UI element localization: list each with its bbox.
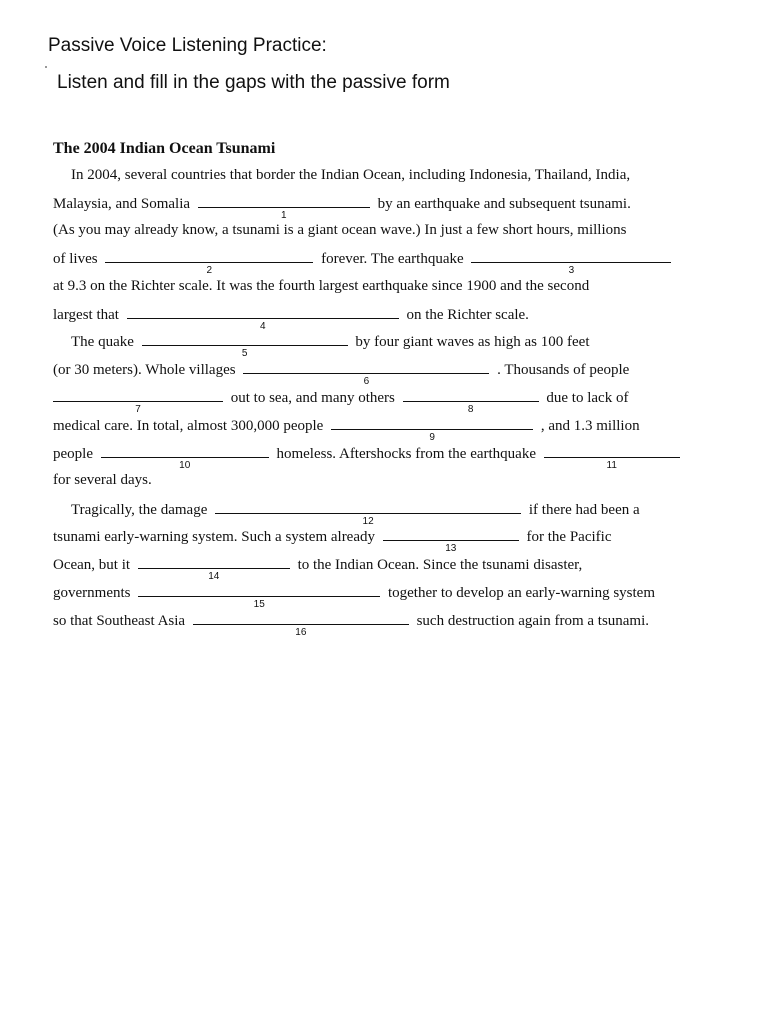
passage-text: together to develop an early-warning system	[387, 585, 655, 601]
passage-text: largest that	[53, 307, 119, 323]
answer-blank[interactable]	[243, 361, 489, 387]
blank-number: 3	[568, 265, 575, 276]
answer-blank[interactable]	[142, 333, 348, 359]
passage-text: to the Indian Ocean. Since the tsunami disaster,	[297, 557, 583, 573]
answer-blank[interactable]	[138, 584, 380, 610]
blank-number: 10	[179, 460, 191, 471]
passage-text: homeless. Aftershocks from the earthquake	[276, 446, 536, 462]
blank-number: 9	[429, 432, 435, 443]
passage-text: for the Pacific	[526, 529, 612, 545]
blank-number: 4	[259, 321, 266, 332]
answer-blank[interactable]	[101, 445, 269, 471]
passage-text: In 2004, several countries that border the Indian Ocean, including Indonesia, Thailand, India,	[71, 167, 631, 183]
passage-line	[53, 612, 650, 638]
answer-blank[interactable]	[331, 417, 533, 443]
passage-line	[53, 389, 629, 415]
passage-text: at 9.3 on the Richter scale. It was the fourth largest earthquake since 1900 and the second	[53, 278, 590, 294]
passage-text: if there had been a	[528, 502, 640, 518]
passage-text: by four giant waves as high as 100 feet	[355, 334, 590, 350]
passage-line	[53, 472, 152, 492]
passage-text: such destruction again from a tsunami.	[416, 613, 650, 629]
answer-blank[interactable]	[215, 501, 521, 527]
blank-number: 5	[241, 348, 248, 359]
passage-line	[53, 445, 684, 471]
passage-line	[71, 167, 630, 187]
passage-line	[53, 278, 589, 298]
passage-line	[53, 306, 529, 332]
passage-line	[53, 528, 612, 554]
passage-text: (or 30 meters). Whole villages	[53, 362, 236, 378]
page-title: Passive Voice Listening Practice:	[48, 35, 327, 56]
answer-blank[interactable]	[471, 250, 671, 276]
answer-blank[interactable]	[544, 445, 680, 471]
blank-number: 2	[206, 265, 213, 276]
blank-number: 1	[281, 210, 287, 221]
blank-number: 13	[445, 543, 457, 554]
blank-number: 7	[135, 404, 141, 415]
answer-blank[interactable]	[53, 389, 223, 415]
answer-blank[interactable]	[383, 528, 519, 554]
blank-number: 12	[362, 516, 374, 527]
passage-line	[53, 584, 655, 610]
stray-mark	[45, 66, 47, 68]
passage-line	[71, 501, 640, 527]
passage-line	[53, 250, 675, 276]
passage-line	[53, 195, 631, 221]
passage-text: governments	[53, 585, 131, 601]
passage-text: on the Richter scale.	[406, 307, 529, 323]
blank-number: 8	[467, 404, 474, 415]
passage-text: Malaysia, and Somalia	[53, 196, 191, 212]
passage-text: due to lack of	[546, 390, 629, 406]
blank-number: 16	[295, 627, 307, 638]
passage-text: medical care. In total, almost 300,000 people	[53, 418, 324, 434]
blank-number: 14	[208, 571, 220, 582]
passage-text: of lives	[53, 251, 98, 267]
answer-blank[interactable]	[198, 195, 370, 221]
blank-number: 15	[253, 599, 265, 610]
passage-text: Tragically, the damage	[71, 502, 208, 518]
passage-text: tsunami early-warning system. Such a system already	[53, 529, 376, 545]
passage-line	[53, 361, 630, 387]
passage-text: for several days.	[53, 472, 152, 488]
passage-text: people	[53, 446, 93, 462]
passage-text: Ocean, but it	[53, 557, 131, 573]
passage-line	[53, 222, 626, 242]
blank-number: 6	[363, 376, 370, 387]
instruction-text: Listen and fill in the gaps with the passive form	[57, 72, 450, 93]
passage-text: by an earthquake and subsequent tsunami.	[377, 196, 631, 212]
answer-blank[interactable]	[127, 306, 399, 332]
passage-text: so that Southeast Asia	[53, 613, 186, 629]
worksheet-heading: The 2004 Indian Ocean Tsunami	[53, 140, 276, 157]
passage-text: forever. The earthquake	[321, 251, 464, 267]
passage-text: The quake	[71, 334, 134, 350]
passage-line	[53, 417, 640, 443]
passage-line	[71, 333, 590, 359]
blank-number: 11	[606, 460, 617, 471]
answer-blank[interactable]	[403, 389, 539, 415]
answer-blank[interactable]	[138, 556, 290, 582]
passage-text: out to sea, and many others	[230, 390, 395, 406]
passage-text: (As you may already know, a tsunami is a giant ocean wave.) In just a few short hours, millions	[53, 222, 627, 238]
passage-line	[53, 556, 583, 582]
answer-blank[interactable]	[193, 612, 409, 638]
passage-text: . Thousands of people	[497, 362, 630, 378]
passage-text: , and 1.3 million	[540, 418, 640, 434]
answer-blank[interactable]	[105, 250, 313, 276]
